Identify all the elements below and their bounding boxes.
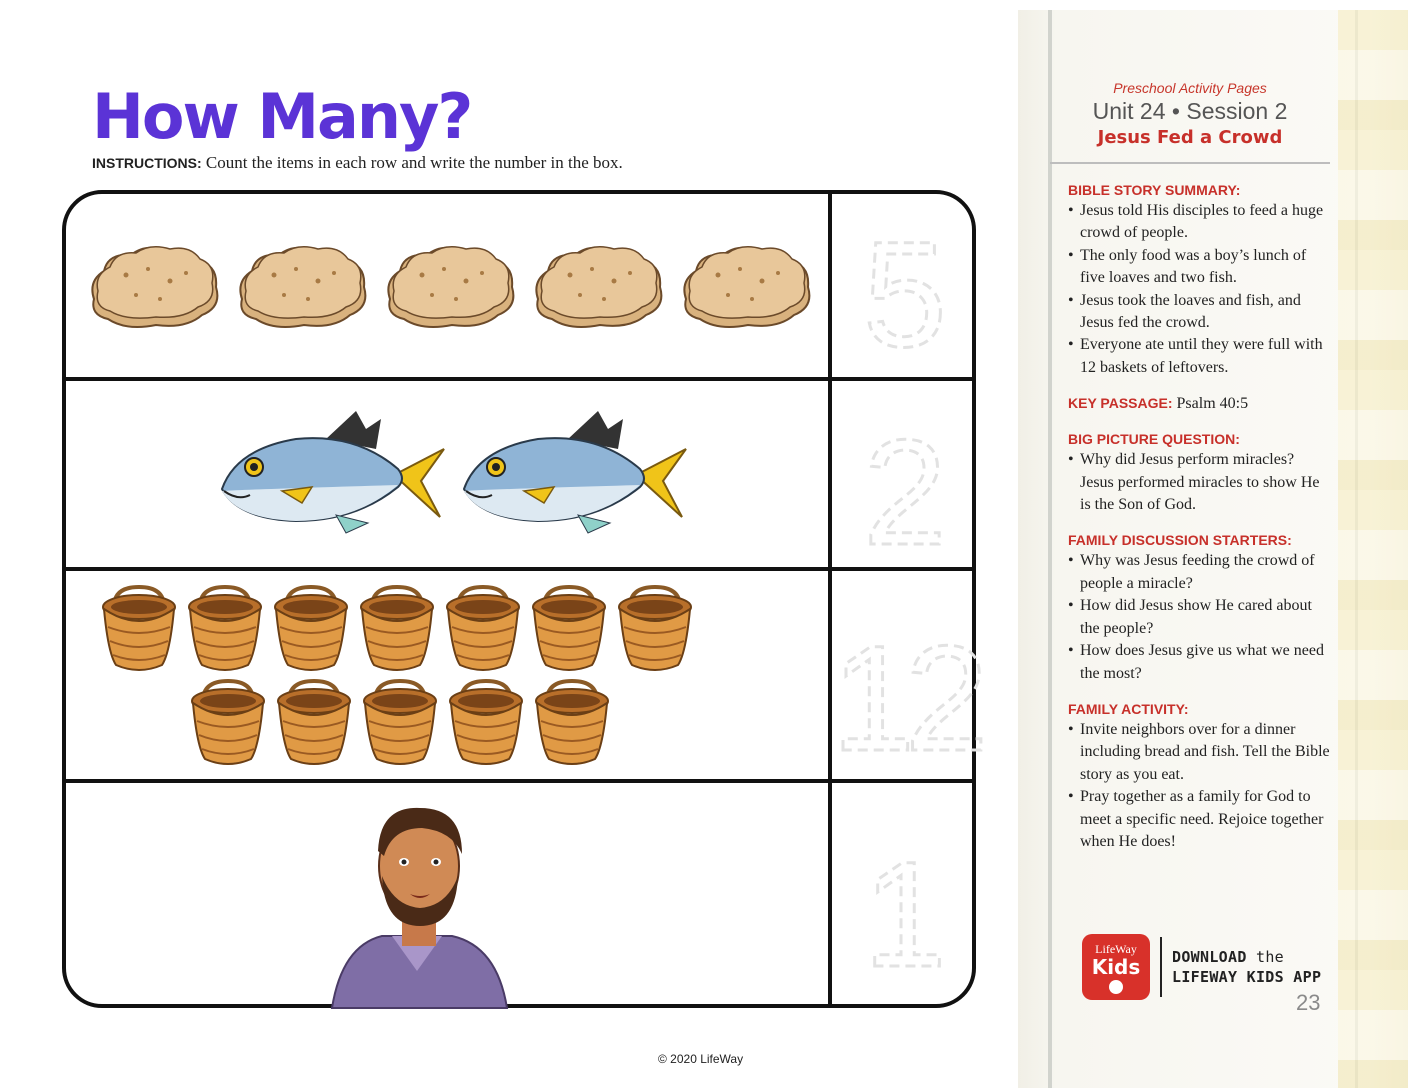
bread-icon	[86, 241, 222, 331]
logo-text: LifeWay	[1095, 942, 1137, 956]
big-picture-question-section	[1050, 431, 1330, 516]
fish-icon	[458, 409, 690, 539]
answer-box-1[interactable]	[834, 194, 976, 377]
story-title: Jesus Fed a Crowd	[1097, 127, 1283, 148]
list-item: • Jesus told His disciples to feed a huge crowd of people.	[1068, 200, 1330, 245]
list-item: • Invite neighbors over for a dinner including bread and fish. Tell the Bible story as you eat.	[1068, 719, 1330, 786]
trace-number: 12	[831, 614, 979, 782]
page-title: How Many?	[92, 80, 472, 153]
section-heading: FAMILY DISCUSSION STARTERS:	[1068, 532, 1292, 549]
divider	[1160, 937, 1162, 997]
basket-icon	[533, 677, 611, 767]
list-item: • Everyone ate until they were full with 12 baskets of leftovers.	[1068, 334, 1330, 379]
basket-icon	[447, 677, 525, 767]
bread-icon	[678, 241, 814, 331]
list-item: • Why was Jesus feeding the crowd of people a miracle?	[1068, 550, 1330, 595]
answer-box-2[interactable]	[834, 381, 976, 576]
list-item: • How did Jesus show He cared about the people?	[1068, 595, 1330, 640]
list-item: • How does Jesus give us what we need the most?	[1068, 640, 1330, 685]
instructions	[92, 153, 623, 173]
bible-story-summary-section	[1050, 182, 1330, 379]
info-panel	[1050, 80, 1330, 863]
trace-number: 1	[863, 829, 947, 998]
instructions-label: INSTRUCTIONS:	[92, 155, 202, 171]
logo-text: Kids	[1091, 955, 1141, 979]
app-download-banner[interactable]	[1082, 934, 1321, 1000]
basket-icon	[530, 583, 608, 673]
family-discussion-section	[1050, 532, 1330, 684]
copyright: © 2020 LifeWay	[658, 1052, 744, 1066]
basket-icon	[358, 583, 436, 673]
basket-icon	[275, 677, 353, 767]
basket-icon	[186, 583, 264, 673]
the-label: the	[1246, 948, 1284, 966]
answer-column-divider	[828, 194, 832, 1004]
fish-row	[66, 381, 828, 567]
key-passage-label: KEY PASSAGE:	[1068, 395, 1173, 412]
list-item: • Why did Jesus perform miracles? Jesus performed miracles to show He is the Son of God.	[1068, 449, 1330, 516]
jesus-row	[66, 783, 828, 1008]
page-number: 23	[1296, 990, 1321, 1015]
section-heading: BIG PICTURE QUESTION:	[1068, 431, 1240, 448]
key-passage-section	[1050, 395, 1330, 413]
cross-icon	[1109, 980, 1123, 994]
decorative-wash	[1338, 10, 1408, 1088]
fish-icon	[216, 409, 448, 539]
basket-row	[66, 571, 828, 779]
basket-icon	[616, 583, 694, 673]
list-item: • Jesus took the loaves and fish, and Jesus fed the crowd.	[1068, 290, 1330, 335]
lifeway-kids-logo-icon	[1082, 934, 1150, 1000]
instructions-text: Count the items in each row and write the number in the box.	[201, 153, 623, 172]
basket-icon	[100, 583, 178, 673]
unit-session: Unit 24 • Session 2	[1092, 98, 1288, 124]
section-heading	[1068, 395, 1330, 413]
trace-number: 5	[863, 209, 947, 378]
app-name: LIFEWAY KIDS APP	[1172, 968, 1322, 986]
bread-icon	[234, 241, 370, 331]
section-heading: FAMILY ACTIVITY:	[1068, 700, 1189, 717]
list-item: • Pray together as a family for God to meet a specific need. Rejoice together when He does!	[1068, 786, 1330, 853]
answer-box-3[interactable]	[831, 571, 979, 782]
counting-grid	[62, 190, 979, 1008]
bread-icon	[530, 241, 666, 331]
basket-icon	[444, 583, 522, 673]
basket-icon	[361, 677, 439, 767]
download-label: DOWNLOAD	[1172, 948, 1247, 966]
key-passage-value: Psalm 40:5	[1172, 395, 1249, 413]
app-download-text	[1172, 947, 1321, 987]
jesus-icon	[322, 796, 512, 1008]
basket-group-top	[100, 583, 694, 673]
section-heading: BIBLE STORY SUMMARY:	[1068, 182, 1241, 198]
bread-row	[66, 194, 828, 377]
list-item: • The only food was a boy’s lunch of five loaves and two fish.	[1068, 245, 1330, 290]
answer-box-4[interactable]	[834, 783, 976, 1008]
bread-icon	[382, 241, 518, 331]
basket-group-bottom	[189, 677, 611, 767]
subtitle: Preschool Activity Pages	[1113, 80, 1267, 96]
basket-icon	[189, 677, 267, 767]
basket-icon	[272, 583, 350, 673]
family-activity-section	[1050, 701, 1330, 853]
divider	[1050, 162, 1330, 164]
trace-number: 2	[863, 408, 947, 576]
